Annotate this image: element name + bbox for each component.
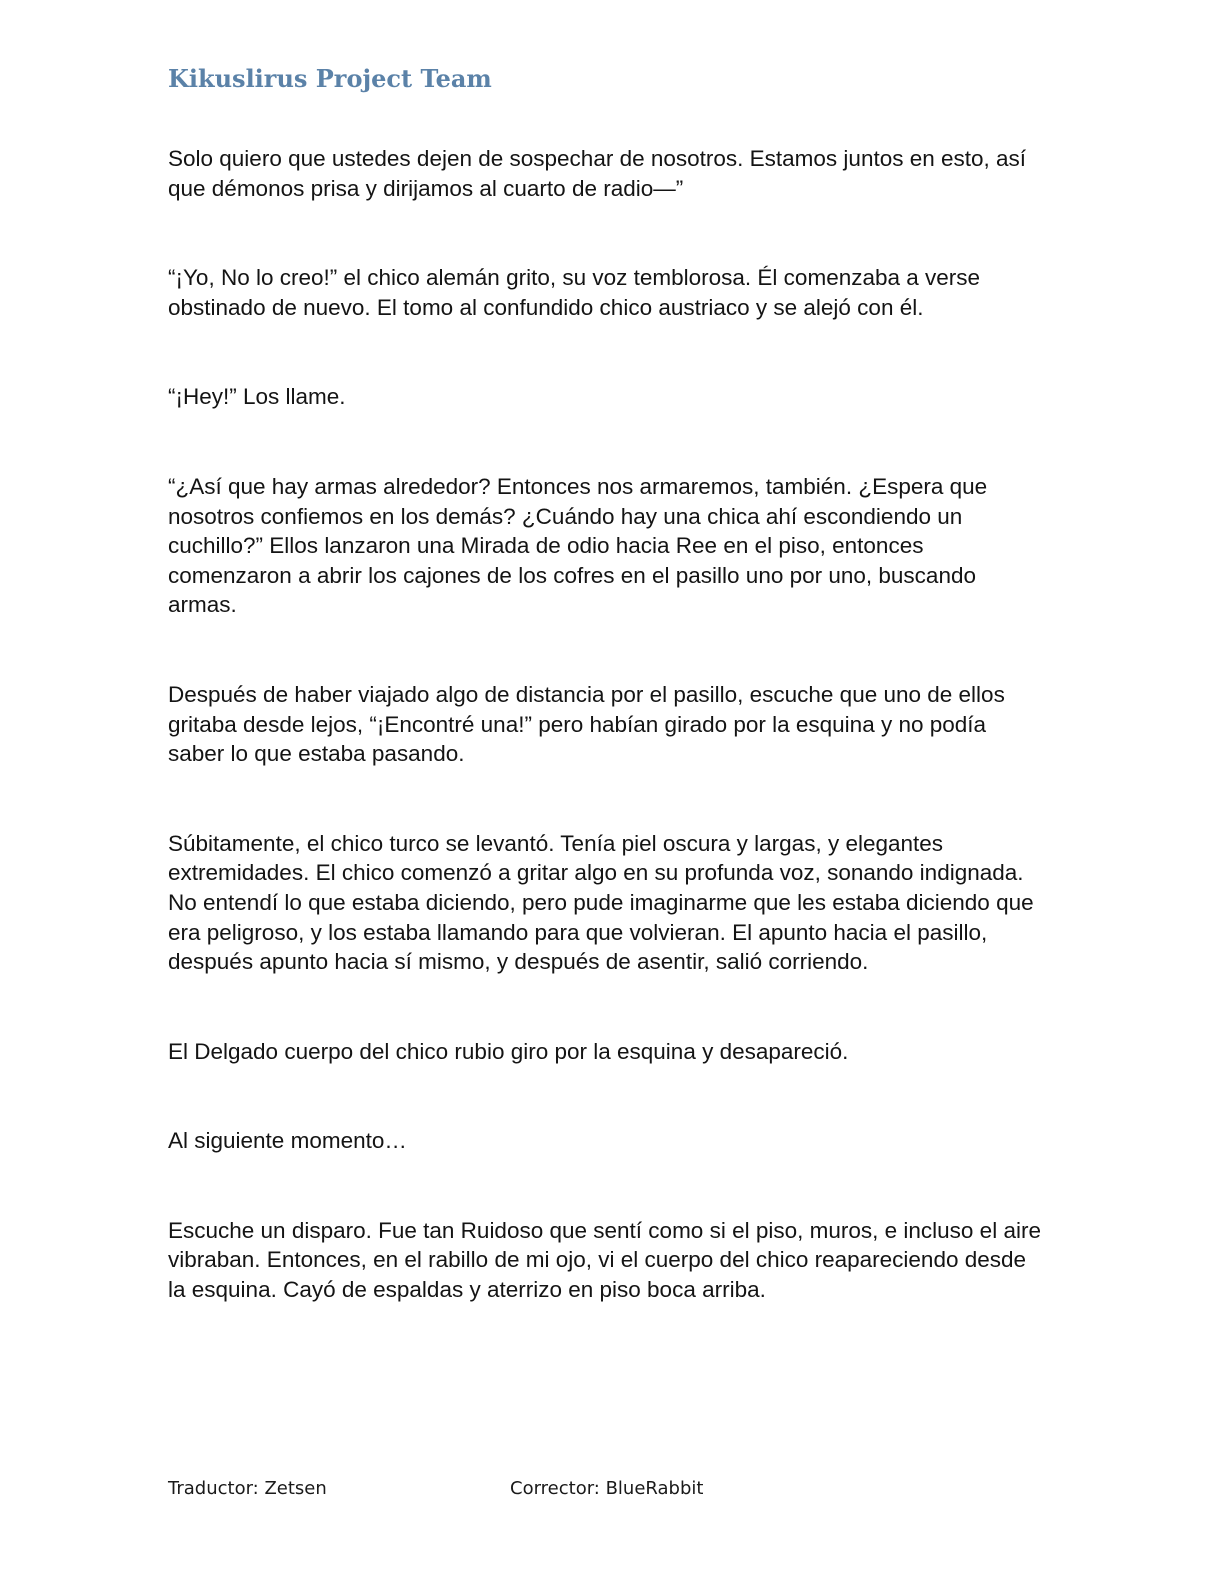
header-title: Kikuslirus Project Team: [168, 64, 492, 93]
paragraph: Después de haber viajado algo de distancia por el pasillo, escuche que uno de ellos gritaba desde lejos, “¡Encontré una!” pero habían girado por la esquina y no podía saber lo que estaba pasando.: [168, 681, 1005, 767]
footer-translator: Traductor: Zetsen: [168, 1478, 327, 1499]
paragraph: Solo quiero que ustedes dejen de sospechar de nosotros. Estamos juntos en esto, así que démonos prisa y dirijamos al cuarto de radio—”: [168, 146, 1027, 201]
page-footer: [168, 1478, 1048, 1506]
paragraph: Escuche un disparo. Fue tan Ruidoso que sentí como si el piso, muros, e incluso el aire vibraban. Entonces, en el rabillo de mi ojo, vi el cuerpo del chico reapareciendo desde la esquina. Cayó de espaldas y aterrizo en piso boca arriba.: [168, 1217, 1041, 1303]
paragraph: “¡Yo, No lo creo!” el chico alemán grito, su voz temblorosa. Él comenzaba a verse obstinado de nuevo. El tomo al confundido chico austriaco y se alejó con él.: [168, 265, 981, 320]
paragraph: “¿Así que hay armas alrededor? Entonces nos armaremos, también. ¿Espera que nosotros confiemos en los demás? ¿Cuándo hay una chica ahí escondiendo un cuchillo?” Ellos lanzaron una Mirada de odio hacia Ree en el piso, entonces comenzaron a abrir los cajones de los cofres en el pasillo uno por uno, buscando armas.: [168, 473, 988, 618]
paragraph: “¡Hey!” Los llame.: [168, 384, 346, 410]
footer-proofreader: Corrector: BlueRabbit: [510, 1478, 704, 1499]
paragraph: Al siguiente momento…: [168, 1128, 407, 1154]
paragraph: Súbitamente, el chico turco se levantó. Tenía piel oscura y largas, y elegantes extremidades. El chico comenzó a gritar algo en su profunda voz, sonando indignada. No entendí lo que estaba diciendo, pero pude imaginarme que les estaba diciendo que era peligroso, y los estaba llamando para que volvieran. El apunto hacia el pasillo, después apunto hacia sí mismo, y después de asentir, salió corriendo.: [168, 830, 1034, 975]
paragraph: El Delgado cuerpo del chico rubio giro por la esquina y desapareció.: [168, 1038, 849, 1064]
body-text: [168, 144, 1048, 1305]
